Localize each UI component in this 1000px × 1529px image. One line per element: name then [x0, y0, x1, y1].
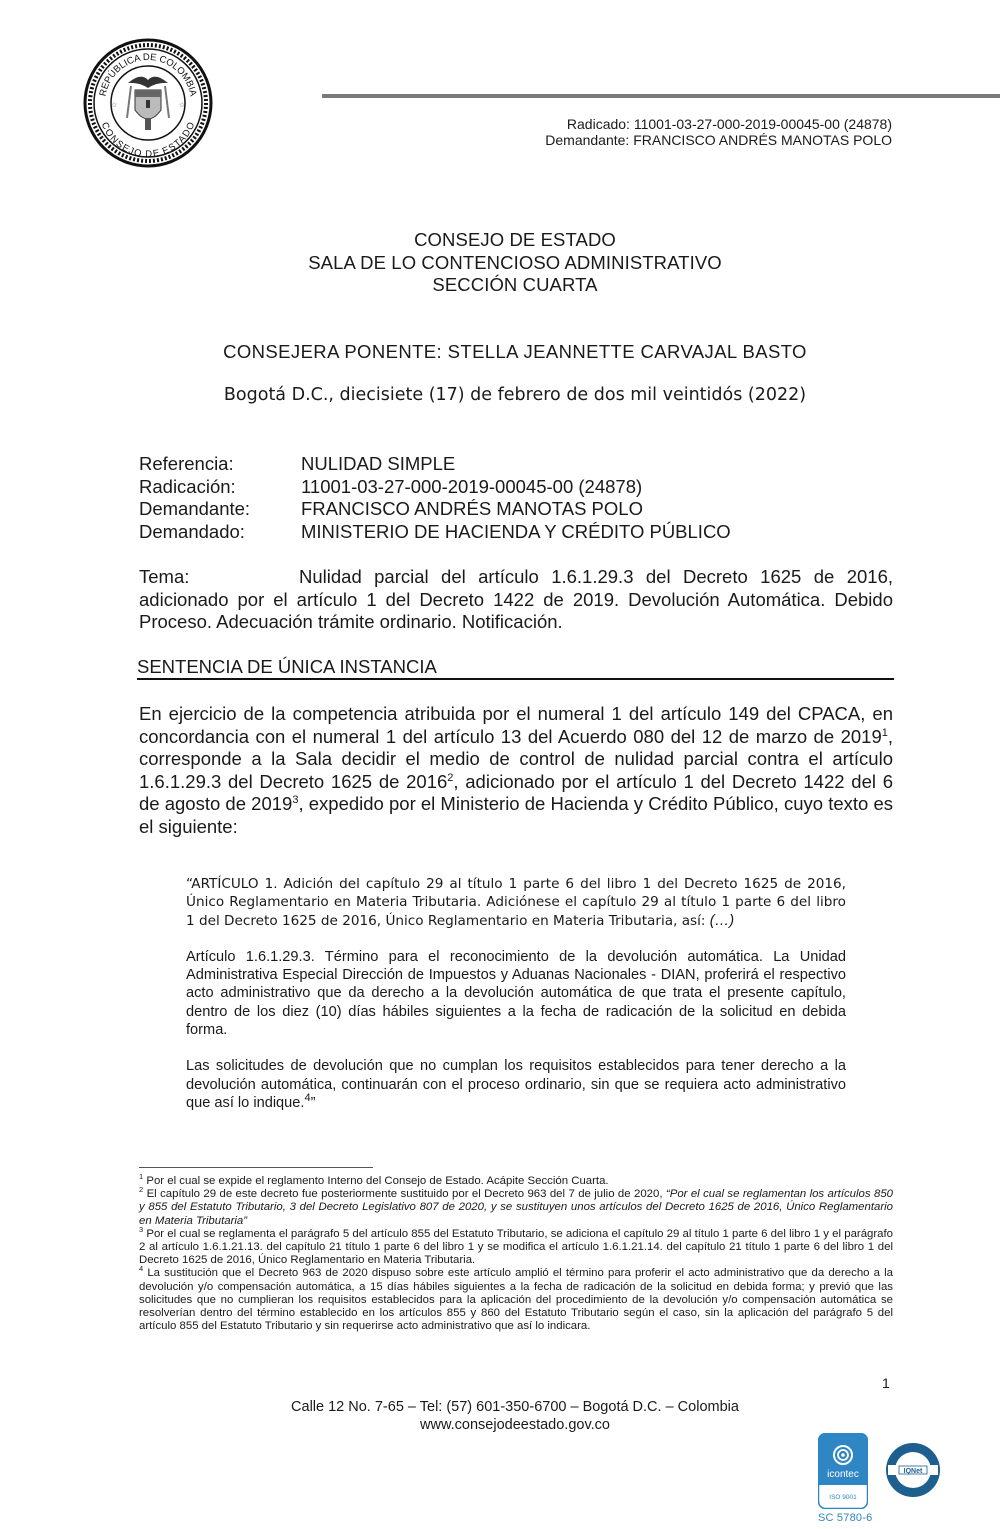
- court-chamber: SALA DE LO CONTENCIOSO ADMINISTRATIVO: [308, 251, 722, 273]
- reference-row: [139, 453, 731, 476]
- tema-paragraph: [139, 566, 893, 634]
- court-name: CONSEJO DE ESTADO: [414, 229, 616, 250]
- footnote-ref-4[interactable]: 4: [304, 1092, 311, 1105]
- header-rule: [322, 94, 1000, 98]
- reference-value: FRANCISCO ANDRÉS MANOTAS POLO: [301, 498, 643, 520]
- body-text: , adicionado por el artículo 1 del Decreto 1422 del 6 de agosto de 2019: [139, 770, 893, 815]
- tema-text: Nulidad parcial del artículo 1.6.1.29.3 del Decreto 1625 de 2016, adicionado por el artículo 1 del Decreto 1422 de 2019. Devolución Automática. Debido Proceso. Adecuación trámite ordinario. Notificación.: [139, 566, 893, 633]
- footnote-text: Por el cual se reglamenta el parágrafo 5 del artículo 855 del Estatuto Tributario, se adiciona el capítulo 29 al título 1 parte 6 del libro 1 y el parágrafo 2 al artículo 1.6.1.21.13. del capítulo 21 título 1 parte 6 del libro 1 y se modifica el artículo 1.6.1.21.14. del capítulo 21 título 1 parte 6 del libro 1 del Decreto 1625 de 2016, Único Reglamentario en Materia Tributaria.: [139, 1227, 894, 1267]
- footnote-ref-1[interactable]: 1: [881, 726, 888, 739]
- footnote-3: [139, 1225, 894, 1268]
- reference-table: [139, 453, 731, 543]
- date-line: Bogotá D.C., diecisiete (17) de febrero de dos mil veintidós (2022): [223, 385, 807, 405]
- page-footer: [240, 1398, 790, 1434]
- reference-value: NULIDAD SIMPLE: [301, 453, 456, 474]
- quote-text: Artículo 1.6.1.29.3. Término para el reconocimiento de la devolución automática. La Unidad Administrativa Especial Dirección de Impuestos y Aduanas Nacionales - DIAN, proferirá el respectivo acto administrativo que da derecho a la devolución automática de que trata el presente capítulo, dentro de los diez (10) días hábiles siguientes a la fecha de radicación de la solicitud en debida forma.: [186, 948, 846, 1039]
- footnotes: [139, 1172, 894, 1333]
- footnote-number: 4: [139, 1264, 144, 1274]
- svg-text:☆: ☆: [179, 102, 186, 109]
- quote-text: Las solicitudes de devolución que no cumplan los requisitos establecidos para tener derecho a la devolución automática, continuarán con el proceso ordinario, sin que se requiera acto administrativo que así lo indique.: [186, 1058, 846, 1111]
- reference-row: [139, 498, 731, 521]
- section-heading: SENTENCIA DE ÚNICA INSTANCIA: [137, 656, 894, 680]
- footnote-number: 3: [139, 1225, 144, 1235]
- footer-address: Calle 12 No. 7-65 – Tel: (57) 601-350-6700 – Bogotá D.C. – Colombia: [291, 1399, 739, 1415]
- quote-paragraph-2: [186, 948, 846, 1039]
- quote-paragraph-3: [186, 1057, 846, 1112]
- icontec-iso-9001-logo: [818, 1433, 868, 1509]
- quote-paragraph-1: [186, 875, 846, 930]
- iqnet-certified-logo: [885, 1442, 941, 1498]
- reference-label: Referencia:: [139, 453, 234, 474]
- reference-label: Radicación:: [139, 475, 236, 497]
- certificate-code: SC 5780-6: [818, 1512, 873, 1524]
- reference-value: 11001-03-27-000-2019-00045-00 (24878): [301, 475, 643, 497]
- iso-label: ISO 9001: [829, 1494, 857, 1501]
- footnote-1: [139, 1172, 893, 1188]
- footnote-text: Por el cual se expide el reglamento Interno del Consejo de Estado. Acápite Sección Cuarta.: [146, 1175, 609, 1187]
- quote-close-mark: ”: [310, 1094, 316, 1111]
- body-text: , expedido por el Ministerio de Hacienda y Crédito Público, cuyo texto es el siguiente:: [139, 793, 893, 837]
- svg-text:☆: ☆: [111, 102, 118, 109]
- reference-value: MINISTERIO DE HACIENDA Y CRÉDITO PÚBLICO: [301, 520, 731, 542]
- seal-bottom-text: CONSEJO DE ESTADO: [98, 120, 198, 161]
- tema-label: Tema:: [139, 566, 190, 587]
- footnote-number: 1: [139, 1172, 144, 1182]
- consejo-de-estado-seal-logo: [83, 38, 213, 168]
- body-paragraph: [139, 703, 893, 839]
- footnote-text: El capítulo 29 de este decreto fue posteriormente sustituido por el Decreto 963 del 7 de julio de 2020,: [146, 1188, 666, 1201]
- header-radicado: Radicado: 11001-03-27-000-2019-00045-00 (24878): [566, 116, 892, 132]
- body-text: , corresponde a la Sala decidir el medio de control de nulidad parcial contra el artículo 1.6.1.29.3 del Decreto 1625 de 2016: [139, 725, 893, 792]
- footnote-italic-text: “Por el cual se reglamentan los artículos 850 y 855 del Estatuto Tributario, 3 del Decreto Legislativo 807 de 2020, y se sustituyen unos artículos del Decreto 1625 de 2016, Único Reglamentario en Materia Tributaria”: [139, 1188, 893, 1227]
- quoted-article: [186, 875, 846, 1130]
- court-section: SECCIÓN CUARTA: [432, 274, 598, 295]
- footnote-4: [139, 1264, 894, 1333]
- footnote-ref-2[interactable]: 2: [447, 771, 454, 784]
- header-case-meta: [545, 116, 892, 148]
- page-number: 1: [882, 1375, 890, 1391]
- court-title-block: [0, 229, 1000, 297]
- footnote-ref-3[interactable]: 3: [292, 794, 299, 807]
- footnote-2: [139, 1185, 893, 1228]
- body-text: En ejercicio de la competencia atribuida por el numeral 1 del artículo 149 del CPACA, en concordancia con el numeral 1 del artículo 13 del Acuerdo 080 del 12 de marzo de 2019: [139, 703, 893, 747]
- footnote-text: La sustitución que el Decreto 963 de 2020 dispuso sobre este artículo amplió el término para proferir el acto administrativo que da derecho a la devolución y/o compensación automática, a 15 días hábiles siguientes a la fecha de radicación de la solicitud en debida forma; y previó que las solicitudes que no cumplieran los requisitos establecidos para la aplicación del procedimiento de la devolución y/o compensación automática se resolverían dentro del término establecido en los artículos 855 y 860 del Estatuto Tributario según el caso, sin la aplicación del parágrafo 5 del artículo 855 del Estatuto Tributario y sin requerirse acto administrativo que así lo indicara.: [139, 1267, 894, 1333]
- reference-row: [139, 521, 731, 544]
- footer-website-link[interactable]: www.consejodeestado.gov.co: [420, 1417, 610, 1433]
- icontec-label: icontec: [827, 1469, 859, 1480]
- footnote-separator: [139, 1167, 373, 1168]
- seal-top-text: REPÚBLICA DE COLOMBIA: [97, 51, 199, 98]
- footnote-number: 2: [139, 1185, 144, 1195]
- reference-label: Demandado:: [139, 520, 245, 542]
- ponente-line: CONSEJERA PONENTE: STELLA JEANNETTE CARVAJAL BASTO: [223, 341, 807, 362]
- iqnet-label: IQNet: [903, 1468, 923, 1475]
- reference-label: Demandante:: [139, 498, 251, 520]
- reference-row: [139, 476, 731, 499]
- quote-text: “ARTÍCULO 1. Adición del capítulo 29 al título 1 parte 6 del libro 1 del Decreto 1625 de 2016, Único Reglamentario en Materia Tributaria. Adiciónese el capítulo 29 al título 1 parte 6 del libro 1 del Decreto 1625 de 2016, Único Reglamentario en Materia Tributaria, así:: [186, 876, 846, 929]
- quote-ellipsis: (…): [709, 912, 735, 929]
- header-demandante: Demandante: FRANCISCO ANDRÉS MANOTAS POLO: [545, 132, 892, 148]
